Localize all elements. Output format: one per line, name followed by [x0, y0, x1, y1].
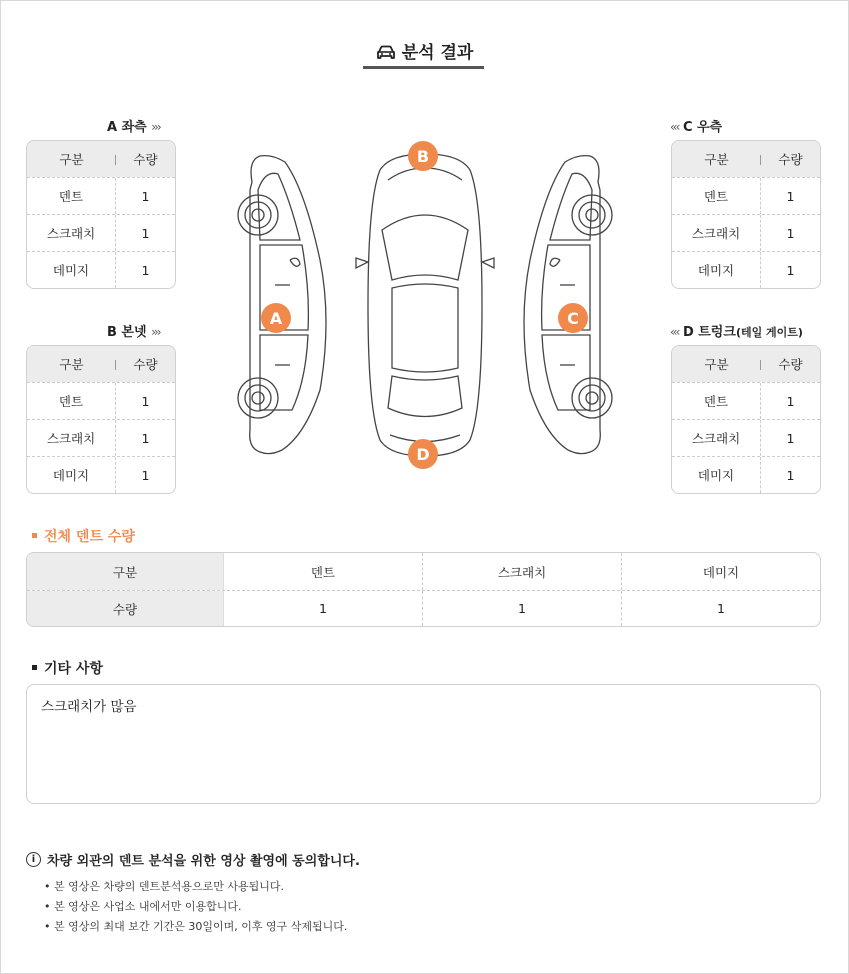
marker-c[interactable]: C: [558, 303, 588, 333]
chevron-left-icon: ‹‹‹: [670, 120, 679, 134]
car-top-view: [356, 154, 494, 456]
total-table: [26, 552, 821, 627]
table-row: 스크래치 1: [672, 214, 820, 251]
chevron-left-icon: ‹‹‹: [670, 325, 679, 339]
section-c-label: ‹‹‹ C 우측: [670, 120, 723, 135]
table-row: 덴트 1: [672, 382, 820, 419]
list-item: • 본 영상은 차량의 덴트분석용으로만 사용됩니다.: [44, 877, 347, 897]
car-icon: [376, 45, 396, 61]
total-value-row: 수량 1 1 1: [27, 590, 820, 626]
car-diagram: [230, 140, 620, 470]
total-header-row: 구분 덴트 스크래치 데미지: [27, 553, 820, 590]
section-a-label: A 좌측 ›››: [107, 120, 160, 135]
chevron-right-icon: ›››: [151, 325, 160, 339]
marker-a[interactable]: A: [261, 303, 291, 333]
car-outline-icon: [230, 140, 620, 470]
consent-list: [44, 877, 347, 937]
marker-b[interactable]: B: [408, 141, 438, 171]
square-bullet-icon: [32, 533, 37, 538]
table-header: 구분 수량: [672, 346, 820, 382]
list-item: • 본 영상은 사업소 내에서만 이용합니다.: [44, 897, 347, 917]
notes-section-title: 기타 사항: [32, 658, 103, 678]
table-row: 덴트 1: [672, 177, 820, 214]
chevron-right-icon: ›››: [151, 120, 160, 134]
table-row: 스크래치 1: [27, 419, 175, 456]
square-bullet-icon: [32, 665, 37, 670]
title-underline: [363, 66, 484, 69]
table-b: [26, 345, 176, 494]
table-a: [26, 140, 176, 289]
notes-textarea[interactable]: 스크래치가 많음: [26, 684, 821, 804]
consent-statement: i 차량 외관의 덴트 분석을 위한 영상 촬영에 동의합니다.: [26, 850, 360, 869]
table-row: 덴트 1: [27, 382, 175, 419]
table-row: 데미지 1: [27, 456, 175, 493]
table-row: 덴트 1: [27, 177, 175, 214]
table-header: 구분 수량: [27, 346, 175, 382]
info-icon: i: [26, 852, 41, 867]
marker-d[interactable]: D: [408, 439, 438, 469]
table-row: 스크래치 1: [27, 214, 175, 251]
total-section-title: 전체 덴트 수량: [32, 526, 135, 546]
table-row: 데미지 1: [27, 251, 175, 288]
table-row: 스크래치 1: [672, 419, 820, 456]
page-title: [0, 38, 849, 63]
section-b-label: B 본넷 ›››: [107, 325, 160, 340]
table-header: 구분 수량: [27, 141, 175, 177]
table-c: [671, 140, 821, 289]
table-row: 데미지 1: [672, 251, 820, 288]
table-row: 데미지 1: [672, 456, 820, 493]
table-d: [671, 345, 821, 494]
table-header: 구분 수량: [672, 141, 820, 177]
page-title-text: 분석 결과: [401, 43, 474, 63]
list-item: • 본 영상의 최대 보간 기간은 30일이며, 이후 영구 삭제됩니다.: [44, 917, 347, 937]
section-d-label: ‹‹‹ D 트렁크(테일 게이트): [670, 325, 803, 340]
